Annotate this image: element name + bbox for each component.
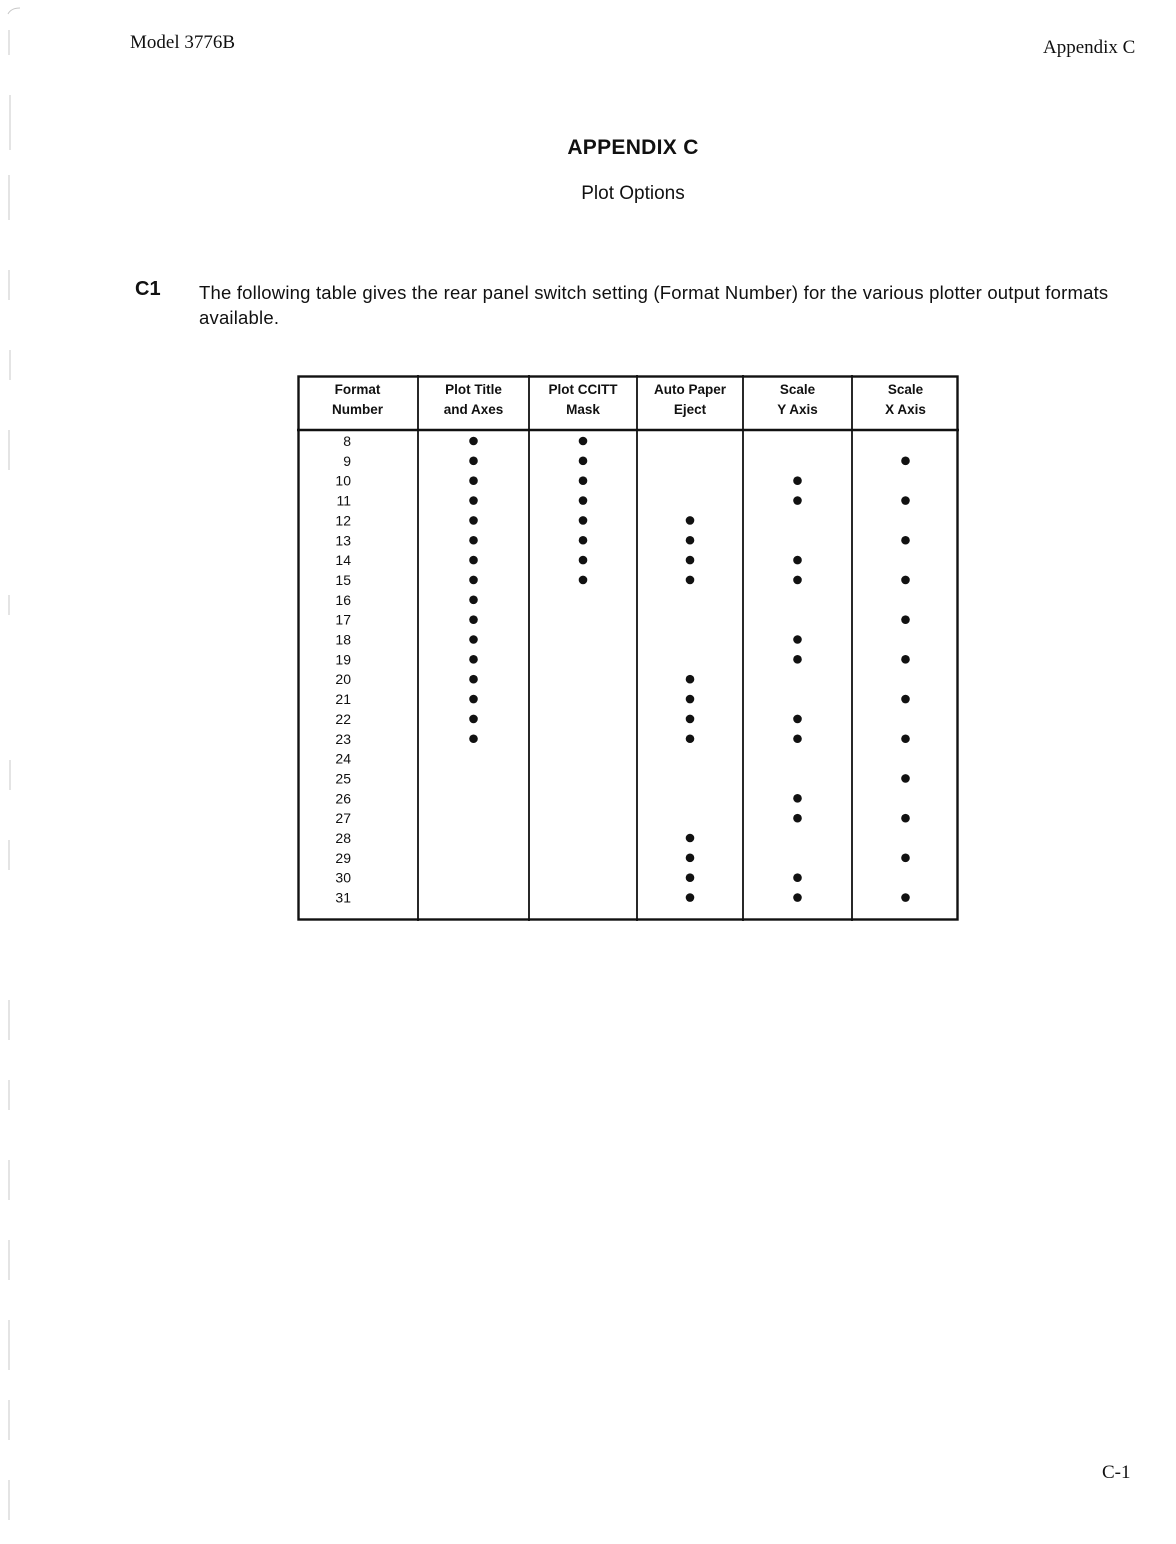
format-number: 31	[335, 889, 351, 906]
option-dot	[469, 675, 478, 684]
option-dot	[686, 556, 695, 565]
format-number: 20	[335, 671, 351, 688]
format-number: 15	[335, 571, 351, 588]
header-appendix: Appendix C	[1043, 37, 1136, 58]
column-header-line: and Axes	[443, 402, 504, 417]
format-number: 29	[335, 849, 351, 866]
format-number: 14	[335, 552, 351, 569]
option-dot	[469, 536, 478, 545]
format-number: 30	[335, 869, 351, 886]
format-number: 28	[335, 830, 351, 846]
option-dot	[469, 596, 478, 605]
format-number: 12	[335, 512, 351, 529]
option-dot	[579, 437, 588, 446]
format-number: 25	[335, 770, 351, 787]
option-dot	[579, 556, 588, 565]
option-dot	[901, 655, 910, 664]
option-dot	[686, 576, 695, 585]
option-dot	[686, 873, 695, 882]
option-dot	[793, 715, 802, 724]
option-dot	[686, 715, 695, 724]
option-dot	[579, 516, 588, 525]
option-dot	[793, 576, 802, 585]
page-title: APPENDIX C	[567, 136, 699, 159]
option-dot	[793, 635, 802, 644]
page-subtitle: Plot Options	[581, 183, 685, 204]
column-header-line: Format	[334, 382, 381, 397]
option-dot	[579, 476, 588, 485]
format-number: 17	[335, 611, 351, 628]
option-dot	[686, 675, 695, 684]
option-dot	[793, 893, 802, 902]
format-number: 16	[335, 591, 351, 608]
option-dot	[901, 774, 910, 783]
column-header-line: Scale	[779, 382, 816, 397]
option-dot	[793, 655, 802, 664]
format-number: 22	[335, 710, 351, 727]
column-header-line: Plot CCITT	[548, 382, 618, 397]
column-header-line: Y Axis	[777, 402, 818, 417]
option-dot	[686, 695, 695, 704]
format-number: 21	[335, 691, 351, 708]
option-dot	[469, 695, 478, 704]
plot-options-table-svg	[297, 375, 959, 921]
option-dot	[793, 794, 802, 803]
option-dot	[793, 873, 802, 882]
section-label: C1	[135, 278, 161, 300]
format-number: 10	[335, 472, 351, 489]
option-dot	[686, 536, 695, 545]
plot-options-table	[297, 375, 959, 921]
option-dot	[469, 476, 478, 485]
option-dot	[793, 556, 802, 565]
page-number: C-1	[1102, 1462, 1131, 1483]
option-dot	[901, 536, 910, 545]
section-text: The following table gives the rear panel switch setting (Format Number) for the various plotter output formats available.	[199, 282, 1109, 328]
format-number: 24	[335, 750, 351, 767]
format-number: 19	[335, 651, 351, 668]
option-dot	[793, 476, 802, 485]
option-dot	[686, 893, 695, 902]
option-dot	[469, 576, 478, 585]
format-number: 18	[335, 631, 351, 648]
format-number: 8	[343, 433, 351, 449]
column-header-line: X Axis	[885, 402, 926, 417]
option-dot	[469, 715, 478, 724]
option-dot	[579, 457, 588, 466]
option-dot	[686, 734, 695, 743]
table-border	[299, 377, 958, 920]
option-dot	[686, 516, 695, 525]
option-dot	[469, 437, 478, 446]
column-header-line: Eject	[673, 402, 707, 417]
option-dot	[469, 516, 478, 525]
header-model: Model 3776B	[130, 32, 236, 53]
option-dot	[901, 457, 910, 466]
column-header-line: Mask	[566, 402, 600, 417]
format-number: 13	[335, 532, 351, 549]
option-dot	[901, 695, 910, 704]
option-dot	[901, 496, 910, 505]
margin-marks	[0, 0, 30, 1544]
option-dot	[901, 734, 910, 743]
option-dot	[901, 893, 910, 902]
column-header-line: Scale	[887, 382, 924, 397]
option-dot	[793, 734, 802, 743]
option-dot	[901, 854, 910, 863]
option-dot	[469, 734, 478, 743]
column-header-line: Plot Title	[445, 382, 502, 397]
option-dot	[793, 496, 802, 505]
format-number: 26	[335, 790, 351, 807]
option-dot	[469, 556, 478, 565]
option-dot	[686, 854, 695, 863]
format-number: 23	[335, 730, 351, 747]
option-dot	[469, 635, 478, 644]
column-header-line: Auto Paper	[653, 382, 727, 397]
option-dot	[469, 615, 478, 624]
option-dot	[686, 834, 695, 843]
option-dot	[469, 457, 478, 466]
option-dot	[901, 615, 910, 624]
option-dot	[901, 576, 910, 585]
format-number: 9	[343, 452, 351, 469]
option-dot	[469, 496, 478, 505]
option-dot	[579, 496, 588, 505]
option-dot	[901, 814, 910, 823]
option-dot	[579, 576, 588, 585]
format-number: 11	[336, 492, 351, 509]
option-dot	[793, 814, 802, 823]
option-dot	[469, 655, 478, 664]
format-number: 27	[335, 810, 351, 827]
option-dot	[579, 536, 588, 545]
column-header-line: Number	[331, 402, 384, 417]
